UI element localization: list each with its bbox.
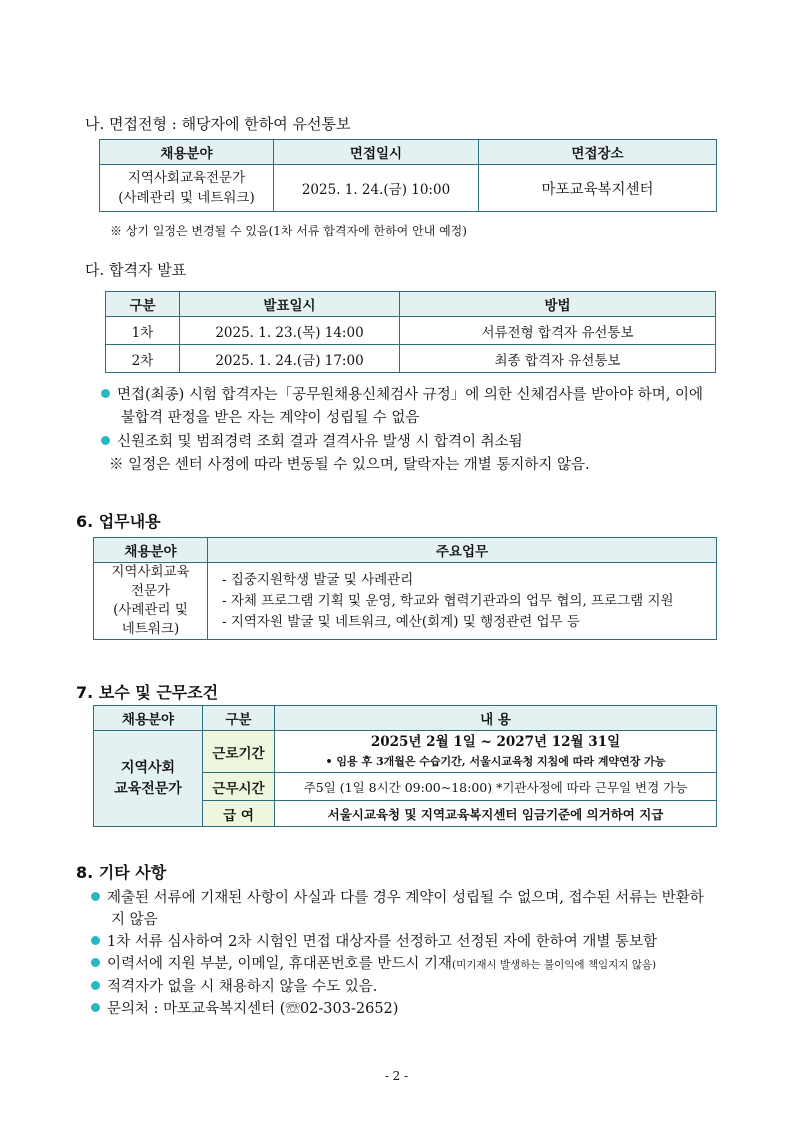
hours-cell: 주5일 (1일 8시간 09:00~18:00) *기관사정에 따라 근무일 변경 가능: [275, 773, 717, 801]
datetime-cell: 2025. 1. 23.(목) 14:00: [180, 317, 400, 345]
header-cell: 채용분야: [94, 706, 203, 731]
page-number: - 2 -: [384, 1069, 409, 1083]
interview-note: ※ 상기 일정은 변경될 수 있음(1차 서류 합격자에 한하여 안내 예정): [110, 224, 467, 238]
header-cell: 주요업무: [208, 538, 717, 563]
header-cell: 발표일시: [180, 292, 400, 317]
field-line: 지역사회: [120, 759, 176, 776]
pay-table: [93, 705, 717, 827]
etc-heading: 8. 기타 사항: [76, 863, 167, 882]
round-cell: 2차: [106, 345, 180, 373]
interview-table: [99, 139, 717, 212]
salary-cell: 서울시교육청 및 지역교육복지센터 임금기준에 의거하여 지급: [275, 801, 717, 827]
field-line: 지역사회교육: [111, 564, 190, 580]
interview-heading: 나. 면접전형 : 해당자에 한하여 유선통보: [85, 115, 351, 133]
etc-text: 이력서에 지원 부분, 이메일, 휴대폰번호를 반드시 기재: [107, 956, 453, 972]
round-cell: 1차: [106, 317, 180, 345]
bullet-dot-icon: [101, 389, 110, 398]
period-note: • 임용 후 3개월은 수습기간, 서울시교육청 지침에 따라 계약연장 가능: [325, 754, 666, 768]
etc-list: [91, 887, 716, 1020]
bullet-dot-icon: [91, 958, 100, 967]
method-cell: 서류전형 합격자 유선통보: [400, 317, 716, 345]
duties-heading: 6. 업무내용: [76, 512, 161, 531]
etc-small-text: (미기재시 발생하는 불이익에 책임지지 않음): [452, 959, 657, 971]
datetime-cell: 2025. 1. 24.(금) 17:00: [180, 345, 400, 373]
field-cell: [94, 563, 208, 640]
field-cell: [94, 731, 203, 827]
place-cell: 마포교육복지센터: [479, 165, 717, 212]
row-label: 급 여: [203, 801, 275, 827]
duties-list: [208, 563, 717, 640]
row-label: 근로기간: [203, 731, 275, 773]
period-line: 2025년 2월 1일 ~ 2027년 12월 31일: [370, 733, 621, 750]
field-cell: [100, 165, 274, 212]
field-line: 지역사회교육전문가: [127, 170, 246, 186]
bullet-text: 신원조회 및 범죄경력 조회 결과 결격사유 발생 시 합격이 취소됨: [117, 434, 523, 450]
header-cell: 구분: [203, 706, 275, 731]
announce-bullets: [101, 384, 721, 477]
duty-item: - 자체 프로그램 기획 및 운영, 학교와 협력기관과의 업무 협의, 프로그램 지원: [222, 592, 674, 609]
etc-text: 적격자가 없을 시 채용하지 않을 수도 있음.: [107, 979, 378, 995]
header-cell: 면접장소: [479, 140, 717, 165]
etc-item: [91, 931, 716, 953]
header-cell: 구분: [106, 292, 180, 317]
header-cell: 방법: [400, 292, 716, 317]
field-line: 전문가: [130, 583, 171, 599]
period-cell: [275, 731, 717, 773]
method-cell: 최종 합격자 유선통보: [400, 345, 716, 373]
header-cell: 내 용: [275, 706, 717, 731]
header-cell: 면접일시: [274, 140, 479, 165]
bullet-dot-icon: [91, 981, 100, 990]
bullet-item: [101, 431, 721, 454]
field-line: (사례관리 및 네트워크): [118, 190, 255, 206]
row-label: 근무시간: [203, 773, 275, 801]
etc-item: [91, 998, 716, 1020]
announce-table: [105, 291, 716, 373]
etc-item: [91, 953, 716, 976]
pay-heading: 7. 보수 및 근무조건: [76, 683, 219, 702]
datetime-cell: 2025. 1. 24.(금) 10:00: [274, 165, 479, 212]
announce-heading: 다. 합격자 발표: [85, 261, 187, 279]
etc-text: 문의처 : 마포교육복지센터 (☏02-303-2652): [107, 1001, 399, 1017]
bullet-text: 면접(최종) 시험 합격자는「공무원채용신체검사 규정」에 의한 신체검사를 받아야 하며, 이에 불합격 판정을 받은 자는 계약이 성립될 수 없음: [117, 387, 704, 426]
etc-text: 제출된 서류에 기재된 사항이 사실과 다를 경우 계약이 성립될 수 없으며, 접수된 서류는 반환하지 않음: [107, 890, 704, 928]
field-line: (사례관리 및: [113, 602, 188, 618]
bullet-dot-icon: [91, 892, 100, 901]
bullet-dot-icon: [91, 1003, 100, 1012]
etc-text: 1차 서류 심사하여 2차 시험인 면접 대상자를 선정하고 선정된 자에 한하여 개별 통보함: [107, 934, 657, 950]
duty-item: - 지역자원 발굴 및 네트워크, 예산(회계) 및 행정관련 업무 등: [222, 613, 580, 630]
bullet-dot-icon: [91, 936, 100, 945]
bullet-item: [101, 384, 721, 430]
field-line: 네트워크): [121, 621, 180, 637]
duty-item: - 집중지원학생 발굴 및 사례관리: [222, 571, 414, 588]
etc-item: [91, 887, 716, 931]
announce-note: ※ 일정은 센터 사정에 따라 변동될 수 있으며, 탈락자는 개별 통지하지 않음.: [109, 457, 590, 473]
header-cell: 채용분야: [94, 538, 208, 563]
header-cell: 채용분야: [100, 140, 274, 165]
duties-table: [93, 537, 717, 640]
field-line: 교육전문가: [114, 780, 182, 797]
etc-item: [91, 976, 716, 998]
bullet-dot-icon: [101, 436, 110, 445]
